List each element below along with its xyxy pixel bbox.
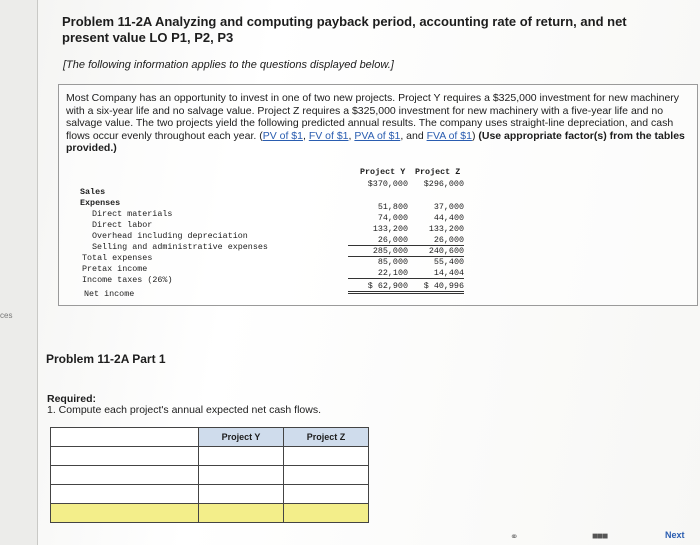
answer-y-cell[interactable]	[199, 504, 284, 523]
direct-labor-y: 74,000	[377, 213, 408, 223]
row-label-pretax-income: Pretax income	[82, 264, 148, 274]
direct-labor-z: 44,400	[433, 213, 464, 223]
required-label: Required:	[47, 393, 97, 405]
instruction-text: (Use appropriate factor(s) from the tables provided.)	[66, 129, 685, 154]
answer-label-input-4[interactable]	[55, 505, 194, 522]
row-label-direct-materials: Direct materials	[92, 209, 173, 219]
header-project-z: Project Z	[415, 167, 461, 177]
net-income-z: $ 40,996	[404, 281, 464, 294]
income-taxes-z: 14,404	[404, 268, 464, 279]
pretax-income-z: 55,400	[433, 257, 464, 267]
answer-total-row	[51, 504, 369, 523]
answer-z-input-4[interactable]	[288, 505, 364, 522]
row-label-overhead: Overhead including depreciation	[92, 231, 248, 241]
overhead-z: 133,200	[428, 224, 464, 234]
open-paren: (	[259, 129, 263, 142]
sep-2: ,	[348, 129, 355, 142]
overhead-y: 133,200	[372, 224, 408, 234]
link-fva[interactable]: FVA of $1	[426, 129, 472, 142]
left-rail	[0, 0, 38, 545]
answer-y-input-3[interactable]	[203, 486, 279, 503]
next-button[interactable]: Next	[665, 530, 685, 540]
link-pv[interactable]: PV of $1	[262, 129, 303, 142]
row-label-net-income: Net income	[84, 289, 135, 299]
answer-table	[50, 427, 369, 523]
answer-label-cell[interactable]	[51, 485, 199, 504]
answer-header-project-z: Project Z	[284, 428, 369, 447]
answer-y-input-4[interactable]	[203, 505, 279, 522]
answer-header-row	[51, 428, 369, 447]
problem-title: Problem 11-2A Analyzing and computing payback period, accounting rate of return, and net present value LO P1, P2, P3	[62, 14, 627, 45]
answer-z-cell[interactable]	[284, 447, 369, 466]
answer-y-input-2[interactable]	[203, 467, 279, 484]
link-fv[interactable]: FV of $1	[308, 129, 349, 142]
sep-1: ,	[302, 129, 309, 142]
total-expenses-y: 285,000	[348, 246, 408, 257]
answer-y-cell[interactable]	[199, 466, 284, 485]
row-label-sales: Sales	[80, 187, 106, 197]
answer-y-input-1[interactable]	[203, 448, 279, 465]
answer-row	[51, 466, 369, 485]
answer-z-input-3[interactable]	[288, 486, 364, 503]
link-icon[interactable]: ⚭	[510, 532, 519, 543]
financial-data-table	[68, 165, 488, 300]
row-label-direct-labor: Direct labor	[92, 220, 153, 230]
total-expenses-z: 240,600	[404, 246, 464, 257]
sep-3: , and	[400, 129, 427, 142]
row-label-income-taxes: Income taxes (26%)	[82, 275, 173, 285]
sales-z: $296,000	[423, 179, 464, 189]
selling-admin-z: 26,000	[404, 235, 464, 246]
close-paren: )	[471, 129, 476, 142]
answer-z-input-1[interactable]	[288, 448, 364, 465]
answer-z-cell[interactable]	[284, 466, 369, 485]
row-label-total-expenses: Total expenses	[82, 253, 153, 263]
answer-y-cell[interactable]	[199, 485, 284, 504]
row-label-expenses: Expenses	[80, 198, 121, 208]
answer-row	[51, 447, 369, 466]
answer-label-input-3[interactable]	[55, 486, 194, 503]
income-taxes-y: 22,100	[348, 268, 408, 279]
selling-admin-y: 26,000	[348, 235, 408, 246]
bottom-toolbar	[500, 530, 700, 545]
link-pva[interactable]: PVA of $1	[354, 129, 401, 142]
intro-text: Most Company has an opportunity to invest in one of two new projects. Project Y requires a $325,000 investment for new machinery with a six-year life and no salvage value. Project Z requires a $325,000 investment for new machinery with a five-year life and no salvage value. The two projects yield the following predicted annual results. The company uses straight-line depreciation, and cash flows occur evenly throughout each year.	[66, 92, 680, 142]
answer-label-input-1[interactable]	[55, 448, 194, 465]
sales-y: $370,000	[367, 179, 408, 189]
net-income-y: $ 62,900	[348, 281, 408, 294]
required-text: 1. Compute each project's annual expected net cash flows.	[47, 404, 321, 416]
answer-header-project-y: Project Y	[199, 428, 284, 447]
part-heading: Problem 11-2A Part 1	[46, 352, 166, 366]
answer-z-cell[interactable]	[284, 485, 369, 504]
header-project-y: Project Y	[360, 167, 406, 177]
answer-label-input-2[interactable]	[55, 467, 194, 484]
row-label-selling-admin: Selling and administrative expenses	[92, 242, 268, 252]
answer-label-cell[interactable]	[51, 447, 199, 466]
grid-icon[interactable]: ■■■	[592, 531, 608, 542]
answer-z-input-2[interactable]	[288, 467, 364, 484]
answer-y-cell[interactable]	[199, 447, 284, 466]
answer-header-blank	[51, 428, 199, 447]
answer-label-cell[interactable]	[51, 504, 199, 523]
rail-clipped-text: ces	[0, 311, 13, 320]
answer-row	[51, 485, 369, 504]
answer-z-cell[interactable]	[284, 504, 369, 523]
answer-label-cell[interactable]	[51, 466, 199, 485]
direct-materials-y: 51,800	[377, 202, 408, 212]
pretax-income-y: 85,000	[377, 257, 408, 267]
problem-subtitle: [The following information applies to the questions displayed below.]	[63, 59, 394, 71]
intro-paragraph	[66, 92, 691, 155]
direct-materials-z: 37,000	[433, 202, 464, 212]
